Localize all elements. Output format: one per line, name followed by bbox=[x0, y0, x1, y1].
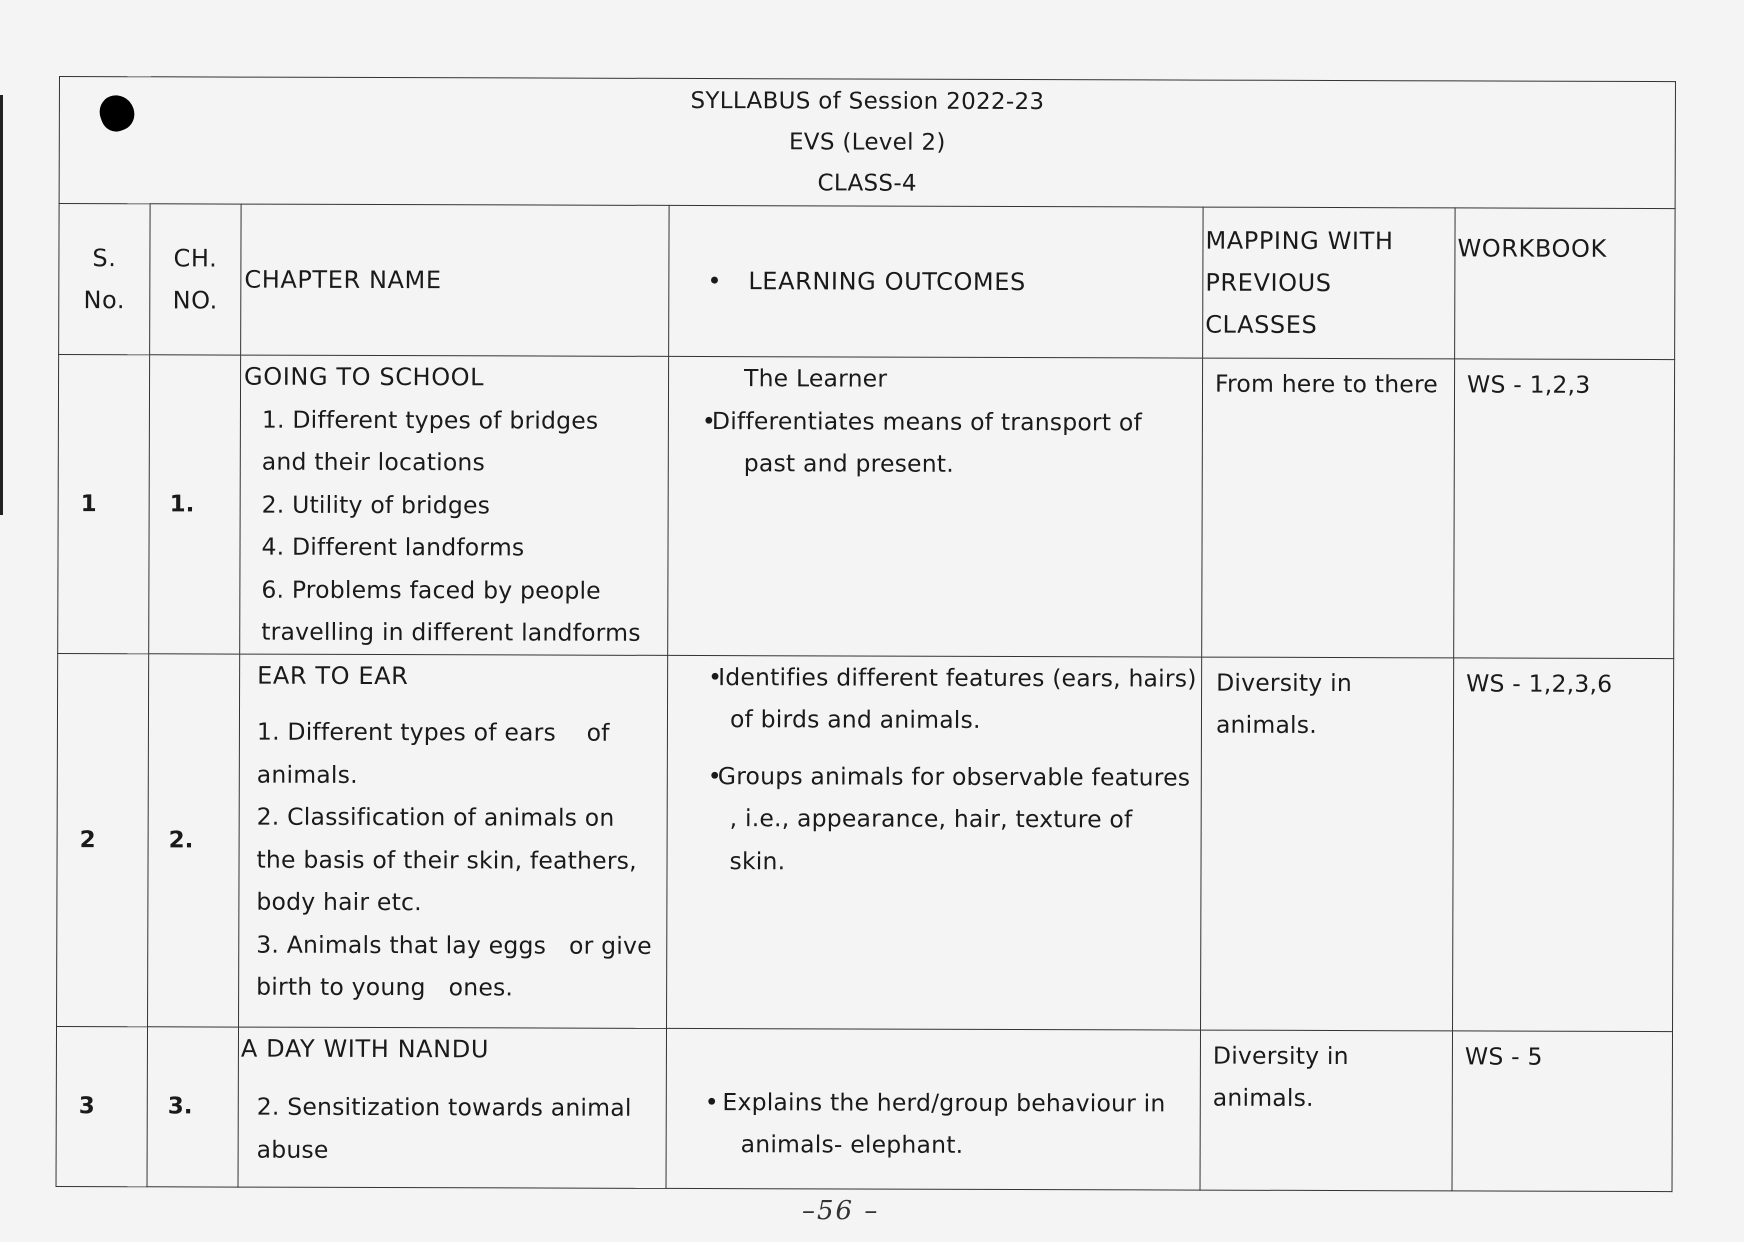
topic-item: travelling in different landforms bbox=[261, 617, 641, 647]
topic-item: 2. Classification of animals on bbox=[256, 802, 615, 832]
mapping-line: animals. bbox=[1215, 710, 1317, 739]
table-title bbox=[59, 77, 1675, 209]
row-sno: 1 bbox=[58, 355, 150, 654]
row-sno: 3 bbox=[56, 1026, 148, 1186]
row-workbook: WS - 1,2,3,6 bbox=[1453, 657, 1674, 1031]
topic-item: the basis of their skin, feathers, bbox=[256, 845, 637, 875]
title-session: SYLLABUS of Session 2022-23 bbox=[690, 87, 1045, 116]
topic-item: 1. Different types of ears of bbox=[256, 717, 610, 747]
row-outcomes bbox=[666, 1028, 1201, 1190]
chapter-title: A DAY WITH NANDU bbox=[240, 1034, 490, 1063]
row-workbook: WS - 5 bbox=[1452, 1030, 1673, 1191]
chapter-title: GOING TO SCHOOL bbox=[244, 362, 485, 392]
row-chno: 2. bbox=[148, 653, 240, 1026]
topic-item: 3. Animals that lay eggs or give bbox=[256, 930, 652, 960]
mapping-line: animals. bbox=[1212, 1083, 1314, 1112]
outcome-text: Identifies different features (ears, hairs) bbox=[718, 662, 1197, 693]
row-chapter bbox=[238, 1027, 667, 1188]
outcome-text: Groups animals for observable features bbox=[717, 761, 1191, 792]
outcome-item bbox=[708, 656, 1201, 700]
topic-item: abuse bbox=[256, 1135, 329, 1164]
bullet-icon: • bbox=[707, 267, 723, 296]
topic-item: and their locations bbox=[261, 447, 486, 477]
table-row bbox=[57, 653, 1674, 1031]
mapping-line: Diversity in bbox=[1212, 1041, 1349, 1070]
syllabus-table bbox=[56, 76, 1677, 1192]
outcome-text: Differentiates means of transport of bbox=[711, 406, 1143, 436]
row-chno: 3. bbox=[147, 1026, 239, 1186]
col-header-chno bbox=[150, 204, 241, 355]
col-header-mapping bbox=[1203, 207, 1455, 359]
col-header-sno-line2: No. bbox=[83, 286, 126, 315]
outcome-item-cont: past and present. bbox=[743, 449, 954, 478]
row-sno: 2 bbox=[57, 653, 149, 1026]
row-mapping bbox=[1201, 657, 1454, 1031]
col-header-mapping-line1: MAPPING WITH bbox=[1205, 226, 1394, 256]
col-header-chno-line1: CH. bbox=[173, 244, 218, 273]
topic-item: animals. bbox=[256, 760, 358, 789]
row-chapter bbox=[240, 355, 669, 655]
row-mapping bbox=[1200, 1030, 1453, 1191]
topic-item: birth to young ones. bbox=[256, 972, 514, 1002]
col-header-mapping-line2: PREVIOUS bbox=[1205, 268, 1332, 297]
header-row bbox=[59, 204, 1676, 360]
title-subject: EVS (Level 2) bbox=[788, 129, 946, 156]
outcome-item bbox=[702, 400, 1202, 444]
outcome-item bbox=[708, 755, 1201, 799]
col-header-workbook: WORKBOOK bbox=[1455, 208, 1676, 360]
scan-edge-line bbox=[0, 95, 3, 515]
col-header-mapping-line3: CLASSES bbox=[1205, 310, 1318, 339]
outcome-item-cont: skin. bbox=[729, 846, 786, 875]
outcome-item-cont: , i.e., appearance, hair, texture of bbox=[729, 804, 1133, 834]
topic-item: 1. Different types of bridges bbox=[261, 405, 599, 435]
topic-item: 2. Utility of bridges bbox=[261, 490, 491, 519]
row-chapter bbox=[239, 654, 668, 1028]
outcome-item-cont: animals- elephant. bbox=[740, 1130, 964, 1159]
col-header-chapter: CHAPTER NAME bbox=[241, 204, 669, 356]
col-header-outcomes-label: LEARNING OUTCOMES bbox=[748, 267, 1026, 297]
row-outcomes bbox=[668, 356, 1203, 656]
col-header-outcomes bbox=[669, 205, 1203, 358]
topic-item: 4. Different landforms bbox=[261, 532, 525, 562]
outcome-item bbox=[705, 1081, 1200, 1125]
col-header-sno bbox=[59, 204, 150, 355]
outcome-intro: The Learner bbox=[744, 364, 888, 393]
col-header-sno-line1: S. bbox=[92, 244, 117, 273]
row-outcomes bbox=[667, 655, 1202, 1030]
mapping-line: Diversity in bbox=[1216, 668, 1352, 697]
table-row bbox=[58, 355, 1675, 659]
row-chno: 1. bbox=[149, 355, 241, 654]
col-header-chno-line2: NO. bbox=[172, 286, 218, 315]
title-class: CLASS-4 bbox=[817, 170, 917, 197]
outcome-text: Explains the herd/group behaviour in bbox=[722, 1087, 1166, 1117]
outcome-item-cont: of birds and animals. bbox=[729, 705, 981, 734]
title-row bbox=[59, 77, 1675, 209]
row-workbook: WS - 1,2,3 bbox=[1454, 359, 1675, 658]
topic-item: 6. Problems faced by people bbox=[261, 575, 601, 605]
chapter-title: EAR TO EAR bbox=[257, 661, 409, 690]
page-number: –56 – bbox=[802, 1196, 880, 1226]
table-row bbox=[56, 1026, 1673, 1191]
row-mapping: From here to there bbox=[1202, 358, 1455, 657]
topic-item: body hair etc. bbox=[256, 887, 422, 917]
topic-item: 2. Sensitization towards animal bbox=[256, 1092, 632, 1122]
